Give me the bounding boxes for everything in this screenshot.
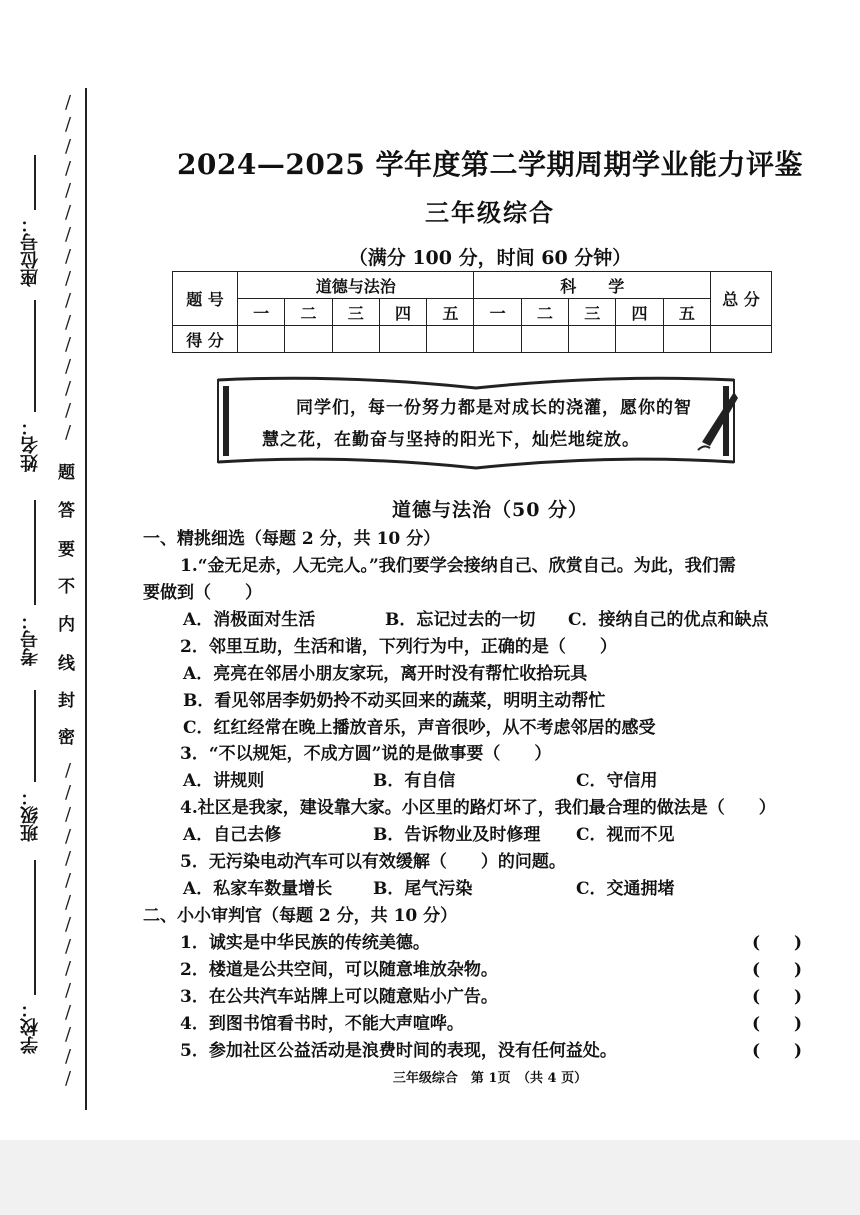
total-header: 总 分 bbox=[711, 272, 772, 326]
option[interactable]: C．接纳自己的优点和缺点 bbox=[568, 610, 769, 630]
col-number: 五 bbox=[663, 299, 710, 326]
option[interactable]: A．消极面对生活 bbox=[183, 610, 316, 630]
name-field[interactable] bbox=[34, 300, 36, 412]
option[interactable]: B．告诉物业及时修理 bbox=[373, 825, 541, 845]
question-text: 要做到（ ） bbox=[143, 583, 262, 603]
col-number: 四 bbox=[616, 299, 663, 326]
option[interactable]: C．交通拥堵 bbox=[576, 879, 675, 899]
exam-number-label: 考号： bbox=[20, 612, 41, 666]
answer-bracket[interactable]: ( ) bbox=[752, 933, 803, 953]
class-field[interactable] bbox=[34, 690, 36, 782]
option[interactable]: A．自己去修 bbox=[183, 825, 282, 845]
seal-char: 封 bbox=[58, 691, 75, 711]
seal-char: 密 bbox=[58, 728, 75, 748]
banner-line: 慧之花，在勤奋与坚持的阳光下，灿烂地绽放。 bbox=[262, 430, 640, 450]
banner-line: 同学们，每一份努力都是对成长的浇灌，愿你的智 bbox=[296, 398, 692, 418]
binding-gutter bbox=[0, 0, 95, 1140]
option[interactable]: A．讲规则 bbox=[183, 771, 265, 791]
answer-bracket[interactable]: ( ) bbox=[752, 1014, 803, 1034]
seal-char: 内 bbox=[58, 615, 75, 635]
answer-bracket[interactable]: ( ) bbox=[752, 987, 803, 1007]
school-field[interactable] bbox=[34, 860, 36, 995]
option[interactable]: C．守信用 bbox=[576, 771, 658, 791]
score-cell[interactable] bbox=[569, 326, 616, 353]
option[interactable]: B．有自信 bbox=[373, 771, 456, 791]
section-title: 道德与法治（50 分） bbox=[391, 499, 589, 521]
page-footer: 三年级综合 第 1页 （共 4 页） bbox=[392, 1071, 588, 1086]
option[interactable]: C．视而不见 bbox=[576, 825, 675, 845]
option[interactable]: B．看见邻居李奶奶拎不动买回来的蔬菜，明明主动帮忙 bbox=[183, 691, 606, 711]
score-row-label: 得 分 bbox=[173, 326, 238, 353]
exam-subtitle: 三年级综合 bbox=[425, 198, 555, 227]
option[interactable]: A．亮亮在邻居小朋友家玩，离开时没有帮忙收拾玩具 bbox=[183, 664, 588, 684]
seal-char: 线 bbox=[58, 654, 75, 674]
score-table bbox=[172, 271, 772, 353]
question-text: 4.社区是我家，建设靠大家。小区里的路灯坏了，我们最合理的做法是（ ） bbox=[180, 798, 776, 818]
question-text: 3．“不以规矩，不成方圆”说的是做事要（ ） bbox=[180, 744, 552, 764]
school-label: 学校： bbox=[20, 1000, 41, 1054]
judge-statement: 2．楼道是公共空间，可以随意堆放杂物。 bbox=[180, 960, 498, 980]
judge-statement: 4．到图书馆看书时，不能大声喧哗。 bbox=[180, 1014, 464, 1034]
exam-title: 2024—2025 学年度第二学期周期学业能力评鉴 bbox=[176, 148, 804, 181]
col-number: 三 bbox=[569, 299, 616, 326]
col-number: 三 bbox=[332, 299, 379, 326]
seal-char: 题 bbox=[58, 463, 75, 483]
exam-number-field[interactable] bbox=[34, 500, 36, 605]
exam-meta: （满分 100 分，时间 60 分钟） bbox=[348, 247, 632, 269]
score-cell[interactable] bbox=[332, 326, 379, 353]
score-cell[interactable] bbox=[379, 326, 426, 353]
col-number: 四 bbox=[379, 299, 426, 326]
col-number: 一 bbox=[238, 299, 285, 326]
question-text: 1.“金无足赤，人无完人。”我们要学会接纳自己、欣赏自己。为此，我们需 bbox=[180, 556, 736, 576]
answer-bracket[interactable]: ( ) bbox=[752, 1041, 803, 1061]
score-cell[interactable] bbox=[616, 326, 663, 353]
seal-char: 不 bbox=[58, 577, 75, 597]
judge-statement: 1．诚实是中华民族的传统美德。 bbox=[180, 933, 430, 953]
score-cell[interactable] bbox=[427, 326, 474, 353]
banner-message bbox=[262, 392, 702, 456]
col-number: 一 bbox=[474, 299, 521, 326]
seal-slashes-top: / / / / / / / / / / / / / / / / bbox=[64, 92, 72, 443]
option[interactable]: A．私家车数量增长 bbox=[183, 879, 333, 899]
seal-char: 要 bbox=[58, 540, 75, 560]
seal-char: 答 bbox=[58, 501, 75, 521]
question-text: 5．无污染电动汽车可以有效缓解（ ）的问题。 bbox=[180, 852, 566, 872]
class-label: 班级： bbox=[20, 788, 41, 842]
score-cell[interactable] bbox=[238, 326, 285, 353]
score-cell[interactable] bbox=[521, 326, 568, 353]
science-group-header: 科 学 bbox=[474, 272, 711, 299]
total-score-cell[interactable] bbox=[711, 326, 772, 353]
col-number: 二 bbox=[521, 299, 568, 326]
binding-line bbox=[85, 88, 87, 1110]
part-heading: 一、精挑细选（每题 2 分，共 10 分） bbox=[143, 529, 441, 549]
col-number: 二 bbox=[285, 299, 332, 326]
option[interactable]: B．忘记过去的一切 bbox=[385, 610, 536, 630]
score-cell[interactable] bbox=[285, 326, 332, 353]
score-cell[interactable] bbox=[663, 326, 710, 353]
option[interactable]: B．尾气污染 bbox=[373, 879, 473, 899]
judge-statement: 3．在公共汽车站牌上可以随意贴小广告。 bbox=[180, 987, 498, 1007]
score-cell[interactable] bbox=[474, 326, 521, 353]
ethics-group-header: 道德与法治 bbox=[238, 272, 474, 299]
name-label: 姓名： bbox=[20, 418, 41, 472]
question-number-header: 题 号 bbox=[173, 272, 238, 326]
judge-statement: 5．参加社区公益活动是浪费时间的表现，没有任何益处。 bbox=[180, 1041, 617, 1061]
option[interactable]: C．红红经常在晚上播放音乐，声音很吵，从不考虑邻居的感受 bbox=[183, 718, 656, 738]
seat-number-label: 座位号： bbox=[20, 215, 41, 287]
question-text: 2．邻里互助，生活和谐，下列行为中，正确的是（ ） bbox=[180, 637, 617, 657]
seat-number-field[interactable] bbox=[34, 155, 36, 210]
col-number: 五 bbox=[427, 299, 474, 326]
seal-slashes-bottom: / / / / / / / / / / / / / / / bbox=[64, 760, 72, 1089]
answer-bracket[interactable]: ( ) bbox=[752, 960, 803, 980]
part-heading: 二、小小审判官（每题 2 分，共 10 分） bbox=[143, 906, 458, 926]
